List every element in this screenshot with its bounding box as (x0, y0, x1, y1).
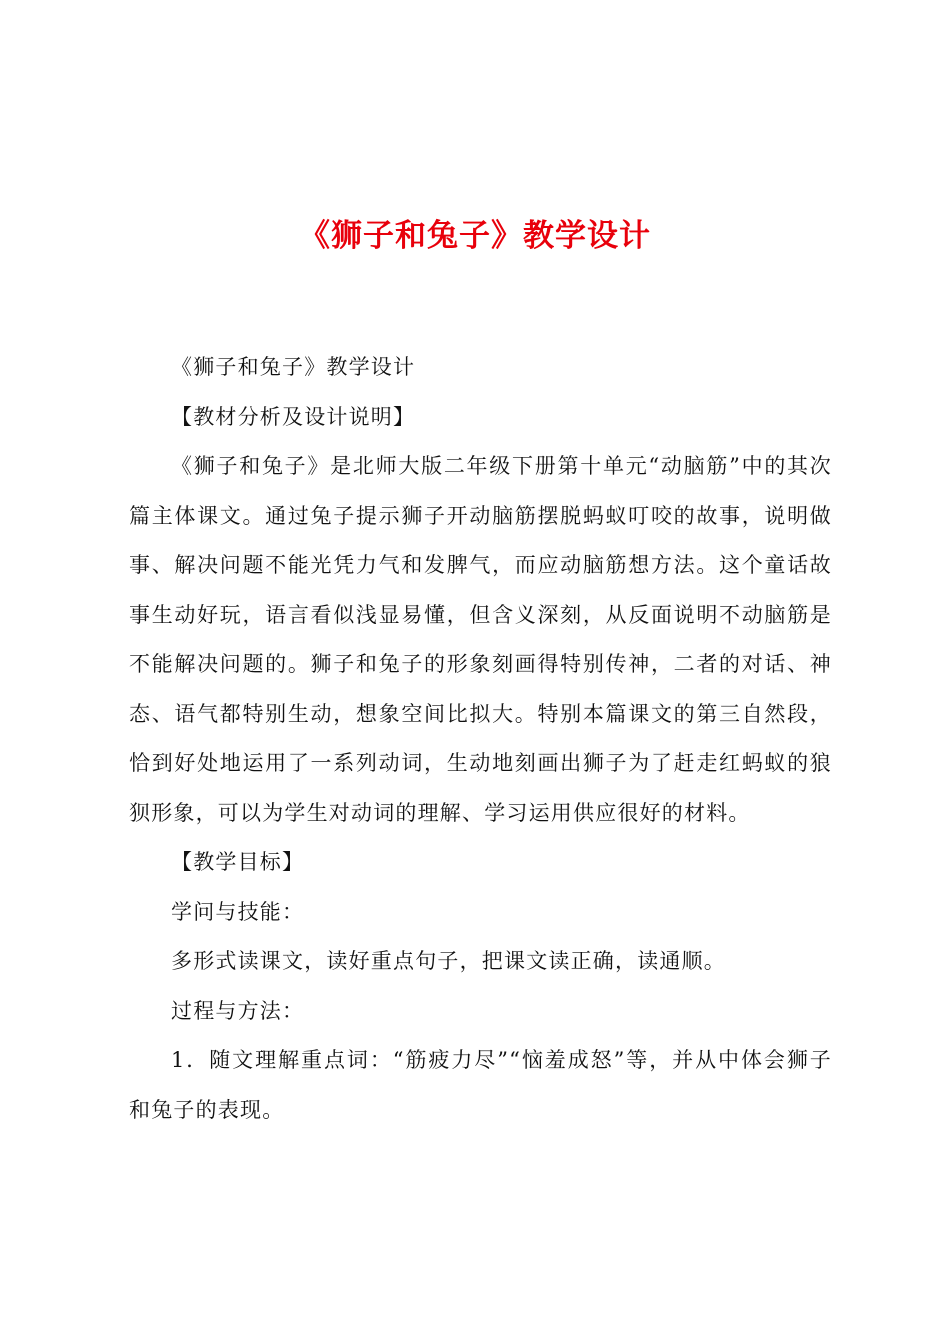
paragraph-analysis: 《狮子和兔子》是北师大版二年级下册第十单元“动脑筋”中的其次篇主体课文。通过兔子提示狮子开动脑筋摆脱蚂蚁叮咬的故事，说明做事、解决问题不能光凭力气和发脾气，而应动脑筋想方法。这个童话故事生动好玩，语言看似浅显易懂，但含义深刻，从反面说明不动脑筋是不能解决问题的。狮子和兔子的形象刻画得特别传神，二者的对话、神态、语气都特别生动，想象空间比拟大。特别本篇课文的第三自然段，恰到好处地运用了一系列动词，生动地刻画出狮子为了赶走红蚂蚁的狼狈形象，可以为学生对动词的理解、学习运用供应很好的材料。 (129, 454, 832, 825)
subheading-knowledge-skills: 学问与技能： (171, 899, 305, 924)
paragraph-reading-goal: 多形式读课文，读好重点句子，把课文读正确，读通顺。 (171, 949, 726, 973)
list-item-1: 1．随文理解重点词：“筋疲力尽”“恼羞成怒”等，并从中体会狮子和兔子的表现。 (129, 1048, 832, 1122)
subheading-process-method: 过程与方法： (171, 998, 305, 1023)
section-heading-goals: 【教学目标】 (171, 850, 305, 874)
document-body (129, 343, 832, 1135)
paragraph-heading-repeat: 《狮子和兔子》教学设计 (171, 355, 416, 379)
document-title: 《狮子和兔子》教学设计 (299, 218, 651, 254)
section-heading-analysis: 【教材分析及设计说明】 (171, 404, 416, 429)
